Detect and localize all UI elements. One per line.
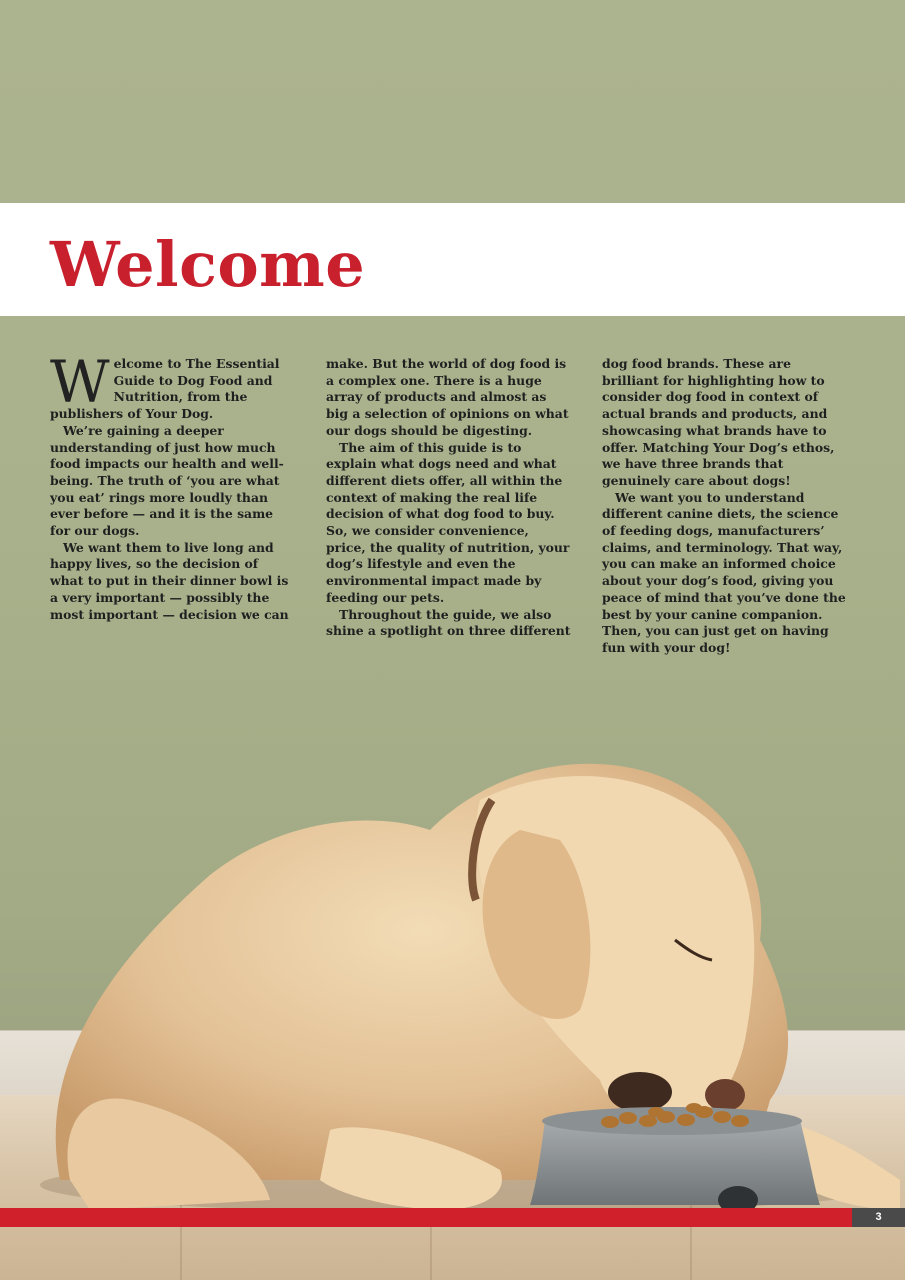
- dog-eating-photo: [0, 740, 905, 1220]
- body-paragraph: We’re gaining a deeper understanding of just how much food impacts our health and well-being. The truth of ‘you are what you eat’ rings more loudly than ever before — and it is the same for our dogs.: [50, 422, 284, 539]
- drop-cap: W: [50, 348, 110, 416]
- article-column-3: [602, 356, 847, 657]
- intro-paragraph: [50, 348, 295, 423]
- body-paragraph: dog food brands. These are brilliant for highlighting how to consider dog food in context of actual brands and products, and showcasing what brands have to offer. Matching Your Dog’s ethos, we have three brands that genuinely care about dogs!: [602, 356, 835, 488]
- intro-paragraph-text: elcome to The Essential Guide to Dog Food and Nutrition, from the publishers of Your Dog.: [50, 356, 280, 422]
- body-paragraph: We want you to understand different canine diets, the science of feeding dogs, manufacturers’ claims, and terminology. That way, you can make an informed choice about your dog’s food, giving you peace of mind that you’ve done the best by your canine companion. Then, you can just get on having fun with your dog!: [602, 489, 846, 655]
- footer-bar: [0, 1208, 852, 1227]
- article-column-1: [50, 348, 295, 623]
- article-column-2: [326, 356, 571, 640]
- body-paragraph: The aim of this guide is to explain what dogs need and what different diets offer, all within the context of making the real life decision of what dog food to buy. So, we consider convenience, price, the quality of nutrition, your dog’s lifestyle and even the environmental impact made by feeding our pets.: [326, 439, 570, 605]
- dog-nose: [705, 1079, 745, 1111]
- body-paragraph: We want them to live long and happy lives, so the decision of what to put in their dinner bowl is a very important — possibly the most important — decision we can: [50, 539, 289, 622]
- page-title: Welcome: [50, 228, 366, 301]
- body-paragraph: make. But the world of dog food is a complex one. There is a huge array of products and almost as big a selection of opinions on what our dogs should be digesting.: [326, 356, 569, 438]
- dog-mouth: [608, 1072, 672, 1112]
- body-paragraph: Throughout the guide, we also shine a spotlight on three different: [326, 606, 571, 639]
- page-number: 3: [852, 1208, 905, 1227]
